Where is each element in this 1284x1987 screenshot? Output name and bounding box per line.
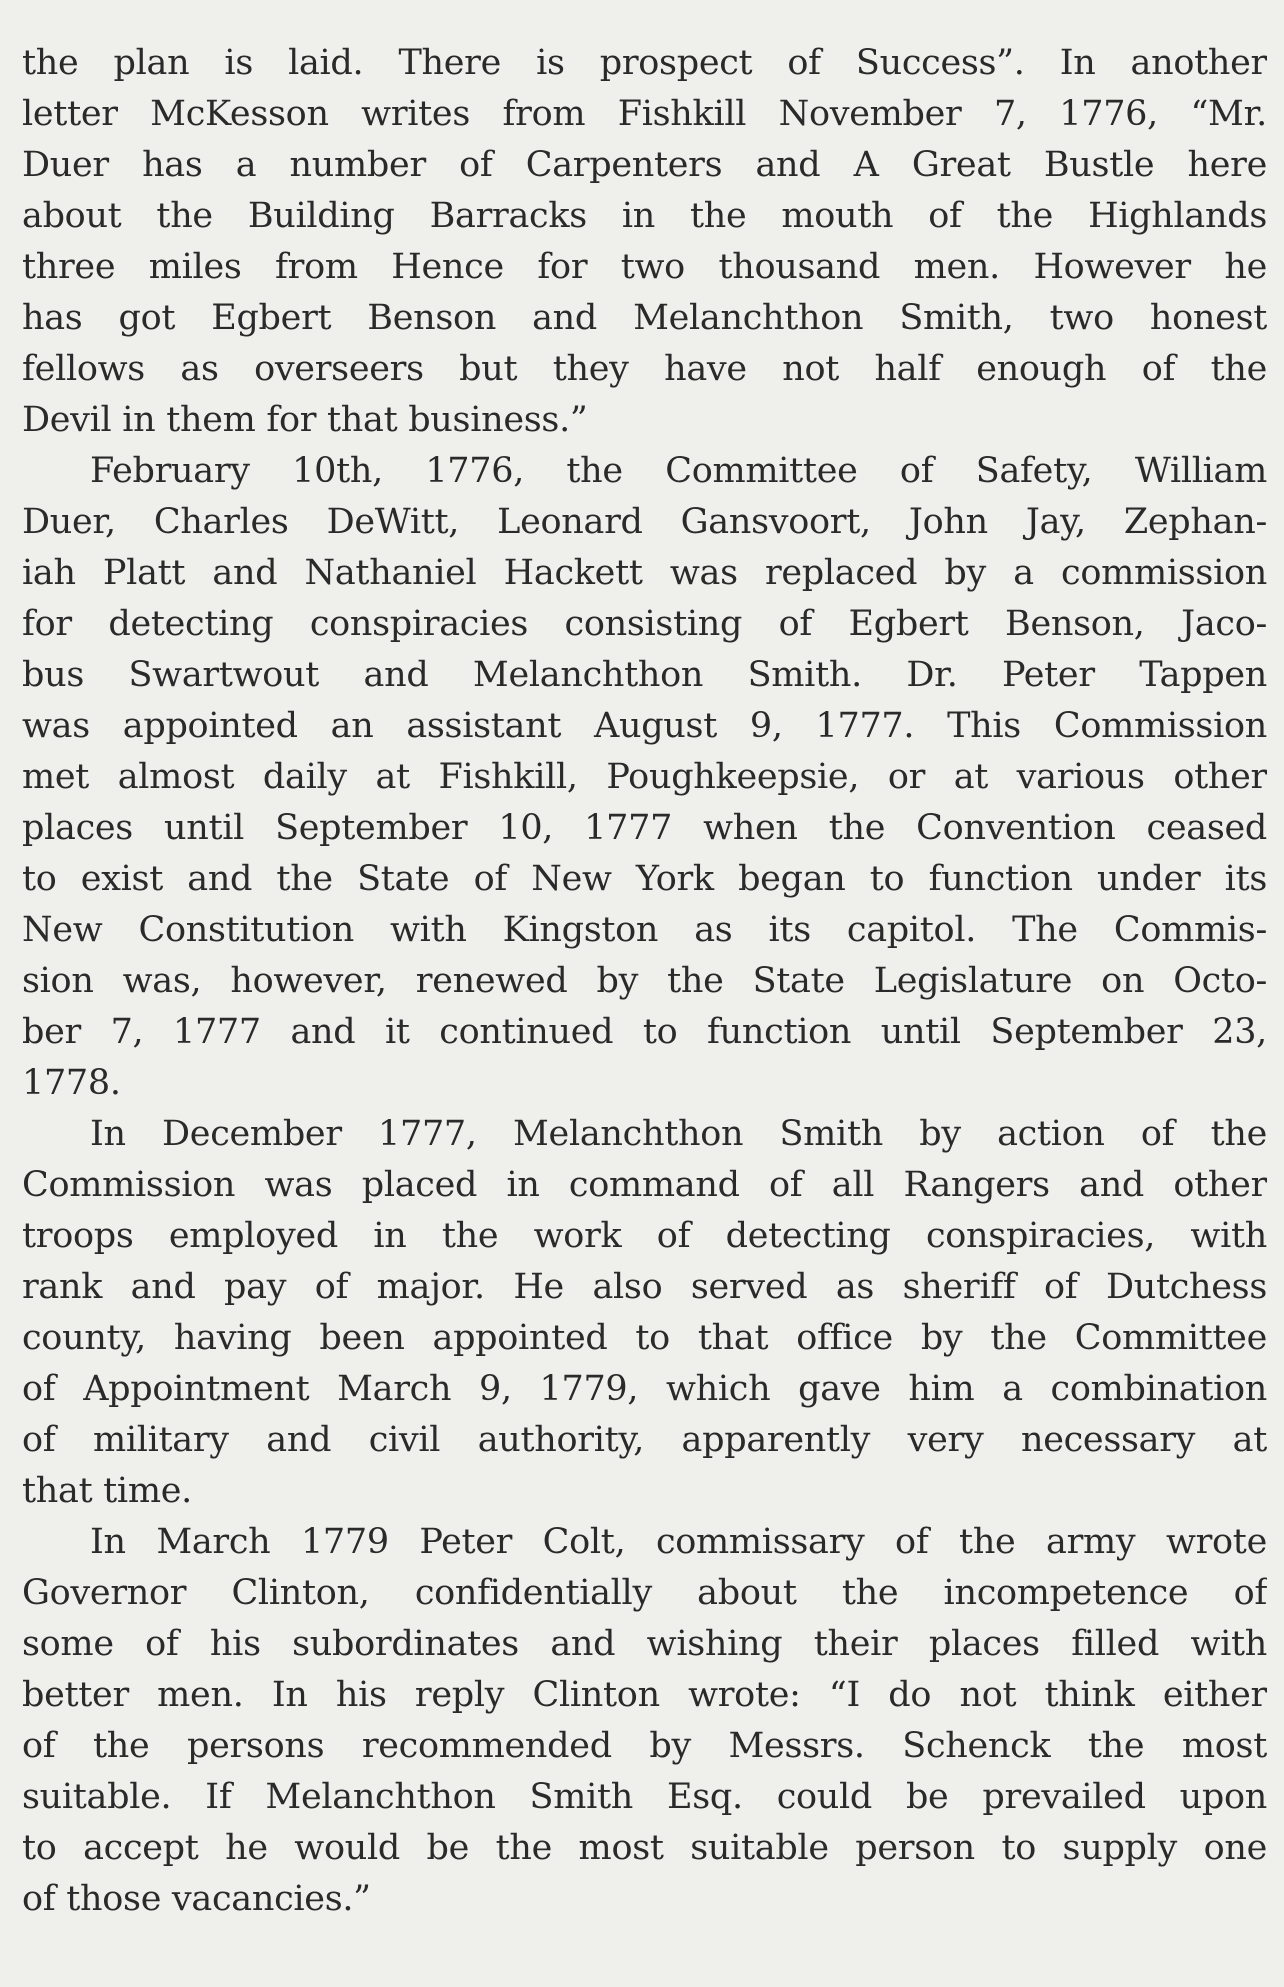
text-line: fellows as overseers but they have not half enough of the xyxy=(22,349,1267,389)
text-line: troops employed in the work of detecting conspiracies, with xyxy=(22,1216,1267,1256)
paragraph xyxy=(22,1109,1267,1517)
text-line: suitable. If Melanchthon Smith Esq. could be prevailed upon xyxy=(22,1777,1267,1817)
text-line: has got Egbert Benson and Melanchthon Smith, two honest xyxy=(22,298,1267,338)
text-line: bus Swartwout and Melanchthon Smith. Dr. Peter Tappen xyxy=(22,655,1267,695)
text-line: Duer, Charles DeWitt, Leonard Gansvoort, John Jay, Zephan- xyxy=(22,502,1267,542)
text-line: Duer has a number of Carpenters and A Great Bustle here xyxy=(22,145,1267,185)
text-line: sion was, however, renewed by the State Legislature on Octo- xyxy=(22,961,1267,1001)
text-line: county, having been appointed to that office by the Committee xyxy=(22,1318,1267,1358)
text-line: places until September 10, 1777 when the Convention ceased xyxy=(22,808,1267,848)
text-line: three miles from Hence for two thousand men. However he xyxy=(22,247,1267,287)
text-line: met almost daily at Fishkill, Poughkeepsie, or at various other xyxy=(22,757,1267,797)
text-line: of the persons recommended by Messrs. Schenck the most xyxy=(22,1726,1267,1766)
text-line: 1778. xyxy=(22,1063,121,1103)
text-line: was appointed an assistant August 9, 1777. This Commission xyxy=(22,706,1267,746)
text-line: of those vacancies.” xyxy=(22,1879,371,1919)
text-line: the plan is laid. There is prospect of Success”. In another xyxy=(22,43,1267,83)
text-line: some of his subordinates and wishing their places filled with xyxy=(22,1624,1267,1664)
text-line: Commission was placed in command of all Rangers and other xyxy=(22,1165,1267,1205)
text-line: February 10th, 1776, the Committee of Safety, William xyxy=(90,451,1267,491)
paragraph xyxy=(22,446,1267,1109)
text-line: of Appointment March 9, 1779, which gave him a combination xyxy=(22,1369,1267,1409)
text-line: to accept he would be the most suitable person to supply one xyxy=(22,1828,1267,1868)
text-line: that time. xyxy=(22,1471,192,1511)
text-line: Governor Clinton, confidentially about the incompetence of xyxy=(22,1573,1267,1613)
text-line: rank and pay of major. He also served as sheriff of Dutchess xyxy=(22,1267,1267,1307)
paragraph xyxy=(22,38,1267,446)
paragraph xyxy=(22,1517,1267,1925)
text-line: In March 1779 Peter Colt, commissary of the army wrote xyxy=(90,1522,1267,1562)
text-line: about the Building Barracks in the mouth of the Highlands xyxy=(22,196,1267,236)
text-line: Devil in them for that business.” xyxy=(22,400,588,440)
body-text xyxy=(22,38,1267,1925)
text-line: letter McKesson writes from Fishkill November 7, 1776, “Mr. xyxy=(22,94,1267,134)
text-line: better men. In his reply Clinton wrote: “I do not think either xyxy=(22,1675,1267,1715)
text-line: New Constitution with Kingston as its capitol. The Commis- xyxy=(22,910,1267,950)
text-line: In December 1777, Melanchthon Smith by action of the xyxy=(90,1114,1267,1154)
text-line: of military and civil authority, apparently very necessary at xyxy=(22,1420,1267,1460)
text-line: iah Platt and Nathaniel Hackett was replaced by a commission xyxy=(22,553,1267,593)
text-line: for detecting conspiracies consisting of Egbert Benson, Jaco- xyxy=(22,604,1267,644)
text-line: ber 7, 1777 and it continued to function until September 23, xyxy=(22,1012,1267,1052)
text-line: to exist and the State of New York began to function under its xyxy=(22,859,1267,899)
